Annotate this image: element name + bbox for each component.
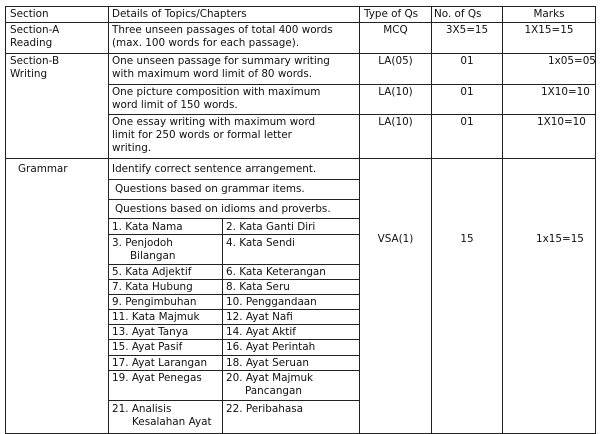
writing-row-3-number: 01 xyxy=(460,116,474,128)
topic-10: 10. Penggandaan xyxy=(226,296,317,308)
writing-section-line-1: Section-B xyxy=(10,55,60,67)
header-number: No. of Qs xyxy=(434,8,482,20)
writing-row-3-type: LA(10) xyxy=(378,116,413,128)
reading-type: MCQ xyxy=(383,24,408,36)
topic-13: 13. Ayat Tanya xyxy=(112,326,189,338)
writing-row-3-details-line-3: writing. xyxy=(112,142,152,154)
writing-row-2-details-line-1: One picture composition with maximum xyxy=(112,86,321,98)
topic-4: 4. Kata Sendi xyxy=(226,237,296,249)
reading-marks: 1X15=15 xyxy=(524,24,574,36)
writing-row-2-details-line-2: word limit of 150 words. xyxy=(112,99,238,111)
writing-row-3-details-line-1: One essay writing with maximum word xyxy=(112,116,316,128)
topic-8: 8. Kata Seru xyxy=(226,281,290,293)
grammar-marks: 1x15=15 xyxy=(536,233,584,245)
writing-row-1-number: 01 xyxy=(460,55,474,67)
topic-1: 1. Kata Nama xyxy=(112,221,183,233)
writing-row-3-marks: 1X10=10 xyxy=(537,116,586,128)
grammar-line-2: Questions based on grammar items. xyxy=(115,183,305,195)
topic-21-line-1: 21. Analisis xyxy=(112,403,172,415)
grammar-type: VSA(1) xyxy=(377,233,414,245)
header-type: Type of Qs xyxy=(364,8,419,20)
topic-17: 17. Ayat Larangan xyxy=(112,357,208,369)
topic-7: 7. Kata Hubung xyxy=(112,281,193,293)
topic-20-line-2: Pancangan xyxy=(245,385,302,397)
reading-section-line-2: Reading xyxy=(10,37,53,49)
writing-section-line-2: Writing xyxy=(10,68,48,80)
topic-5: 5. Kata Adjektif xyxy=(112,266,192,278)
topic-11: 11. Kata Majmuk xyxy=(112,311,200,323)
topic-20-line-1: 20. Ayat Majmuk xyxy=(226,372,314,384)
topic-21-line-2: Kesalahan Ayat xyxy=(132,416,212,428)
topic-3-line-1: 3. Penjodoh xyxy=(112,237,173,249)
header-section: Section xyxy=(10,8,49,20)
topic-6: 6. Kata Keterangan xyxy=(226,266,326,278)
topic-9: 9. Pengimbuhan xyxy=(112,296,197,308)
topic-2: 2. Kata Ganti Diri xyxy=(226,221,316,233)
writing-row-1-details-line-2: with maximum word limit of 80 words. xyxy=(112,68,313,80)
writing-row-2-number: 01 xyxy=(460,86,474,98)
topic-19: 19. Ayat Penegas xyxy=(112,372,202,384)
topic-3-line-2: Bilangan xyxy=(130,250,176,262)
writing-row-2-marks: 1X10=10 xyxy=(541,86,590,98)
topic-22: 22. Peribahasa xyxy=(226,403,303,415)
reading-number: 3X5=15 xyxy=(445,24,489,36)
reading-details-line-1: Three unseen passages of total 400 words xyxy=(112,24,333,36)
grammar-line-1: Identify correct sentence arrangement. xyxy=(112,163,317,175)
topic-16: 16. Ayat Perintah xyxy=(226,341,316,353)
reading-section-line-1: Section-A xyxy=(10,24,60,36)
writing-row-1-type: LA(05) xyxy=(378,55,413,67)
topic-18: 18. Ayat Seruan xyxy=(226,357,309,369)
topic-15: 15. Ayat Pasif xyxy=(112,341,183,353)
header-marks: Marks xyxy=(533,8,565,20)
header-details: Details of Topics/Chapters xyxy=(112,8,247,20)
writing-row-1-marks: 1x05=05 xyxy=(548,55,596,67)
writing-row-1-details-line-1: One unseen passage for summary writing xyxy=(112,55,330,67)
writing-row-2-type: LA(10) xyxy=(378,86,413,98)
grammar-line-3: Questions based on idioms and proverbs. xyxy=(115,203,331,215)
grammar-number: 15 xyxy=(460,233,474,245)
topic-12: 12. Ayat Nafi xyxy=(226,311,293,323)
reading-details-line-2: (max. 100 words for each passage). xyxy=(112,37,300,49)
grammar-section: Grammar xyxy=(18,163,68,175)
topic-14: 14. Ayat Aktif xyxy=(226,326,296,338)
writing-row-3-details-line-2: limit for 250 words or formal letter xyxy=(112,129,292,141)
